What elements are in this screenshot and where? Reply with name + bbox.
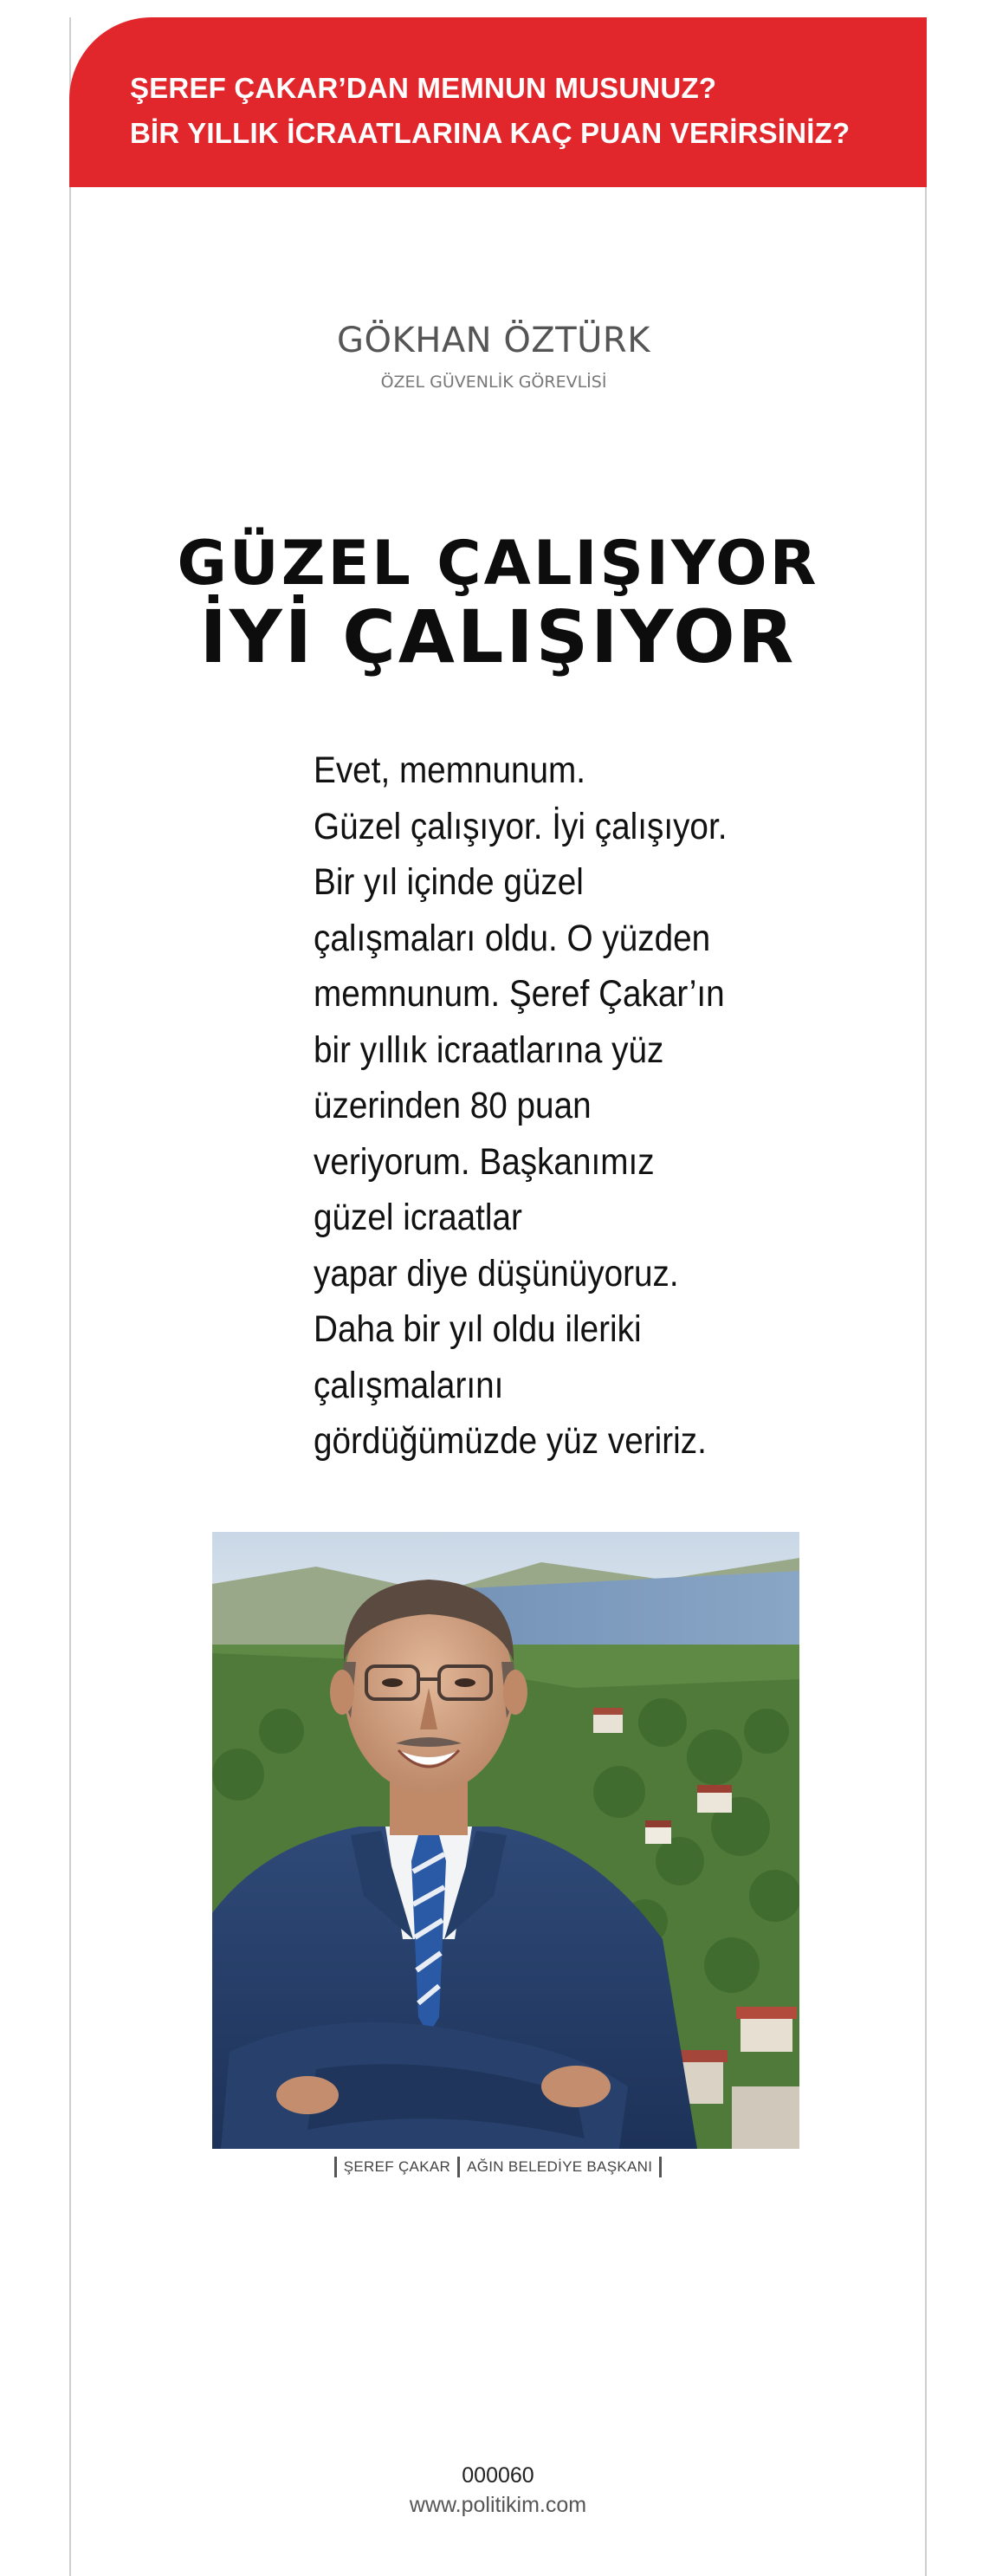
- mayor-portrait-photo: [212, 1532, 799, 2149]
- quote-line: Bir yıl içinde güzel: [314, 861, 584, 903]
- footer-page-code: 000060: [462, 2463, 534, 2488]
- quote-line: veriyorum. Başkanımız: [314, 1140, 655, 1183]
- header-question-line-2: BİR YILLIK İCRAATLARINA KAÇ PUAN VERİRSİNİZ?: [130, 117, 850, 149]
- quote-line: güzel icraatlar: [314, 1197, 522, 1238]
- caption-divider: [334, 2157, 337, 2177]
- quote-line: memnunum. Şeref Çakar’ın: [314, 973, 725, 1015]
- respondent-name: GÖKHAN ÖZTÜRK: [337, 321, 650, 360]
- caption-divider: [457, 2157, 460, 2177]
- quote-line: bir yıllık icraatlarına yüz: [314, 1028, 664, 1071]
- photo-caption: [0, 2157, 996, 2177]
- quote-line: Evet, memnunum.: [314, 749, 586, 791]
- quote-line: üzerinden 80 puan: [314, 1085, 592, 1126]
- header-banner: [69, 17, 927, 187]
- quote-line: çalışmalarını: [314, 1364, 504, 1406]
- quote-body: [314, 743, 920, 1470]
- quote-line: gördüğümüzde yüz veririz.: [314, 1420, 707, 1462]
- headline-line-2: İYİ ÇALIŞIYOR: [199, 594, 797, 679]
- caption-title: AĞIN BELEDİYE BAŞKANI: [467, 2158, 653, 2175]
- quote-line: Güzel çalışıyor. İyi çalışıyor.: [314, 805, 728, 847]
- quote-line: Daha bir yıl oldu ileriki: [314, 1308, 642, 1350]
- header-question-line-1: ŞEREF ÇAKAR’DAN MEMNUN MUSUNUZ?: [130, 72, 717, 104]
- caption-divider: [659, 2157, 662, 2177]
- quote-line: yapar diye düşünüyoruz.: [314, 1252, 679, 1294]
- headline-line-1: GÜZEL ÇALIŞIYOR: [177, 528, 819, 599]
- caption-name: ŞEREF ÇAKAR: [343, 2158, 451, 2175]
- quote-line: çalışmaları oldu. O yüzden: [314, 917, 711, 959]
- respondent-role: ÖZEL GÜVENLİK GÖREVLİSİ: [380, 373, 607, 392]
- footer-website-link[interactable]: www.politikim.com: [409, 2493, 587, 2517]
